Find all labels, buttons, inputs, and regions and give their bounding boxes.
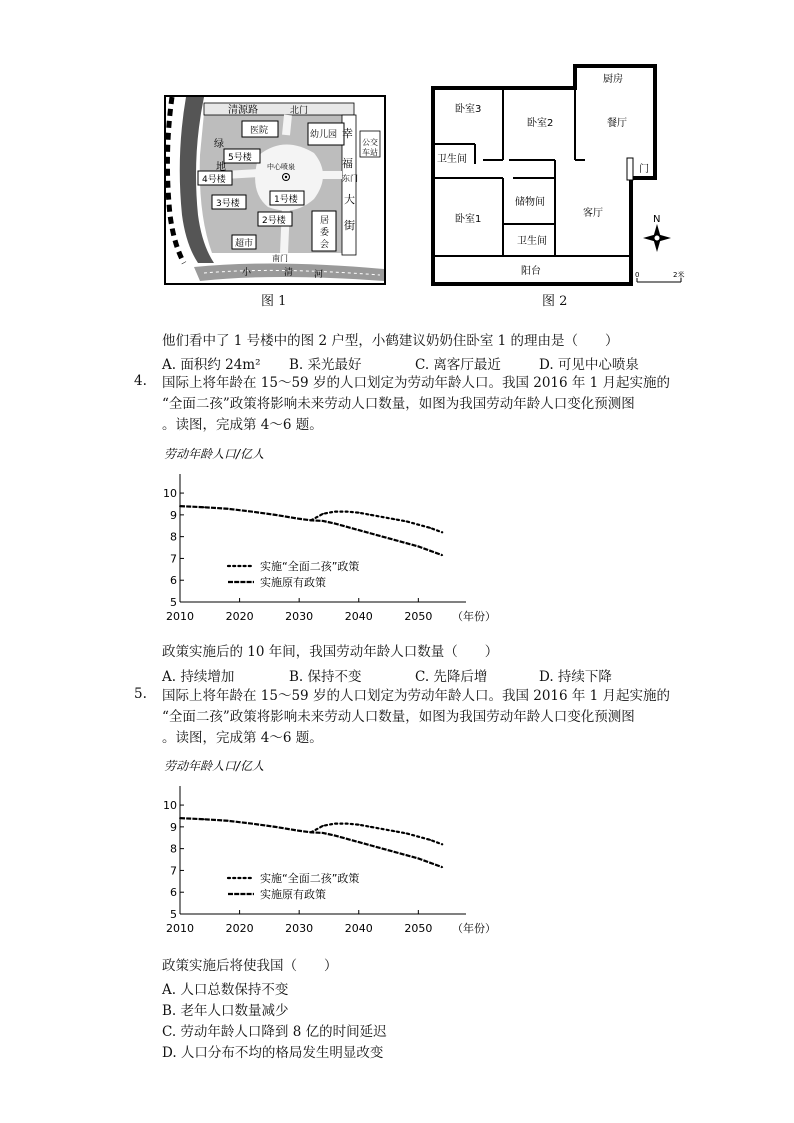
x-tick-label-2030: 2030 — [285, 922, 314, 935]
y-tick-label-10: 10 — [163, 799, 177, 813]
x-tick-label-2020: 2020 — [225, 922, 254, 935]
map-label-kindergarten: 幼儿园 — [310, 130, 338, 140]
series-1-point-2052 — [429, 839, 431, 841]
series-1-point-2042 — [370, 514, 372, 516]
compass-icon — [643, 224, 671, 252]
y-tick-label-6: 6 — [170, 886, 177, 900]
series-1-point-2036 — [334, 511, 336, 513]
q5-option-b: B. 老年人口数量减少 — [162, 1003, 289, 1019]
q3-stem: 他们看中了 1 号楼中的图 2 户型，小鹤建议奶奶住卧室 1 的理由是（ ） — [162, 333, 619, 349]
figure-1-caption: 图 1 — [261, 294, 287, 309]
map-label-river-2: 清 — [284, 268, 294, 278]
map-label-north-gate: 北门 — [290, 106, 309, 116]
plan-scale-0: 0 — [635, 271, 640, 279]
q4-option-b: B. 保持不变 — [289, 669, 362, 685]
plan-label-bed3: 卧室3 — [455, 104, 482, 115]
x-tick-label-2020: 2020 — [225, 610, 254, 623]
y-tick-label-7: 7 — [170, 864, 177, 878]
series-2-point-2022 — [251, 511, 253, 513]
series-2-point-2052 — [429, 862, 431, 864]
map-label-bus-2: 车站 — [362, 148, 378, 157]
map-label-b3: 3号楼 — [216, 199, 240, 209]
series-2-point-2032 — [310, 519, 312, 521]
plan-label-north: N — [653, 214, 661, 225]
series-2-point-2042 — [370, 532, 372, 534]
series-2-point-2038 — [346, 838, 348, 840]
plan-label-dining: 餐厅 — [607, 118, 627, 129]
series-1-point-2048 — [406, 832, 408, 834]
series-1-point-2048 — [406, 520, 408, 522]
series-1-point-2046 — [394, 830, 396, 832]
plan-scale-2: 2米 — [673, 271, 685, 279]
y-tick-label-10: 10 — [163, 487, 177, 501]
q5-number: 5. — [134, 686, 147, 702]
map-label-jie: 街 — [344, 219, 355, 232]
legend-label-1: 实施“全面二孩”政策 — [260, 872, 360, 885]
series-1-point-2038 — [346, 823, 348, 825]
map-label-south-gate: 南门 — [272, 254, 288, 263]
x-axis-label: （年份） — [452, 922, 496, 935]
series-2-point-2026 — [274, 514, 276, 516]
figure-2-floorplan — [425, 60, 690, 288]
series-1-point-2036 — [334, 823, 336, 825]
map-label-green-2: 地 — [216, 162, 226, 173]
series-2-point-2036 — [334, 523, 336, 525]
map-label-b2: 2号楼 — [262, 216, 286, 226]
q3-option-b: B. 采光最好 — [289, 357, 362, 373]
figure-1-map — [164, 95, 386, 285]
map-label-committee-3: 会 — [320, 240, 330, 250]
series-2-point-2046 — [394, 851, 396, 853]
series-1-point-2034 — [322, 825, 324, 827]
series-2-point-2034 — [322, 832, 324, 834]
series-2-point-2014 — [203, 818, 205, 820]
q4-option-a: A. 持续增加 — [162, 669, 235, 685]
q5-line2: “全面二孩”政策将影响未来劳动人口数量，如图为我国劳动年龄人口变化预测图 — [162, 709, 635, 725]
q5-stem: 政策实施后将使我国（ ） — [162, 958, 338, 974]
map-label-bus-1: 公交 — [362, 138, 378, 147]
map-label-east-gate: 东门 — [342, 174, 358, 183]
q5-option-d: D. 人口分布不均的格局发生明显改变 — [162, 1045, 384, 1061]
y-tick-label-7: 7 — [170, 552, 177, 566]
x-tick-label-2010: 2010 — [166, 610, 194, 623]
series-2-point-2032 — [310, 831, 312, 833]
chart-title: 劳动年龄人口/亿人 — [164, 759, 265, 773]
series-2-point-2022 — [251, 823, 253, 825]
series-2-point-2010 — [179, 817, 181, 819]
series-2-point-2040 — [358, 841, 360, 843]
series-2-point-2050 — [417, 858, 419, 860]
x-tick-label-2040: 2040 — [344, 610, 373, 623]
series-2-point-2044 — [382, 848, 384, 850]
map-label-green-1: 绿 — [214, 139, 224, 150]
map-label-hospital: 医院 — [250, 126, 269, 136]
series-2-point-2046 — [394, 539, 396, 541]
series-2-point-2014 — [203, 506, 205, 508]
q4-line1: 国际上将年龄在 15～59 岁的人口划定为劳动年龄人口。我国 2016 年 1 月起实施的 — [162, 375, 671, 391]
series-2-point-2044 — [382, 536, 384, 538]
map-label-supermarket: 超市 — [235, 239, 254, 249]
plan-label-living: 客厅 — [583, 208, 603, 219]
series-2-point-2048 — [406, 854, 408, 856]
y-tick-label-8: 8 — [170, 842, 177, 856]
q3-option-d: D. 可见中心喷泉 — [539, 357, 639, 373]
series-2-point-2030 — [298, 830, 300, 832]
series-1-point-2038 — [346, 511, 348, 513]
series-2-point-2054 — [441, 554, 443, 556]
series-2-point-2034 — [322, 520, 324, 522]
series-2-point-2048 — [406, 542, 408, 544]
series-1-point-2050 — [417, 836, 419, 838]
map-label-b4: 4号楼 — [202, 175, 226, 185]
chart-title: 劳动年龄人口/亿人 — [164, 447, 265, 461]
series-2-point-2026 — [274, 826, 276, 828]
plan-label-kitchen: 厨房 — [603, 74, 623, 85]
plan-label-bath1: 卫生间 — [437, 154, 467, 165]
series-1-point-2034 — [322, 513, 324, 515]
x-tick-label-2050: 2050 — [404, 922, 433, 935]
series-1-point-2040 — [358, 512, 360, 514]
figure-2-caption: 图 2 — [542, 294, 568, 309]
series-2-point-2040 — [358, 529, 360, 531]
series-2-point-2042 — [370, 844, 372, 846]
q4-number: 4. — [134, 373, 147, 389]
map-label-b1: 1号楼 — [274, 195, 298, 205]
plan-label-balcony: 阳台 — [521, 266, 541, 277]
plan-label-bed1: 卧室1 — [455, 214, 482, 225]
map-label-committee-1: 居 — [320, 216, 330, 226]
plan-label-bed2: 卧室2 — [527, 118, 554, 129]
y-tick-label-9: 9 — [170, 508, 177, 522]
map-label-da: 大 — [344, 193, 355, 206]
series-1-point-2044 — [382, 828, 384, 830]
series-1-point-2040 — [358, 824, 360, 826]
legend-label-2: 实施原有政策 — [260, 576, 326, 589]
q4-line3: 。读图，完成第 4～6 题。 — [162, 417, 323, 433]
series-1-point-2042 — [370, 826, 372, 828]
plan-label-door: 门 — [639, 164, 649, 175]
y-tick-label-6: 6 — [170, 574, 177, 588]
q5-labor-chart — [160, 752, 496, 952]
y-tick-label-9: 9 — [170, 820, 177, 834]
q3-option-a: A. 面积约 24m² — [162, 357, 261, 373]
series-2-point-2030 — [298, 518, 300, 520]
series-2-point-2010 — [179, 505, 181, 507]
x-tick-label-2050: 2050 — [404, 610, 433, 623]
y-tick-label-5: 5 — [170, 596, 177, 609]
map-label-fountain: 中心喷泉 — [267, 163, 295, 171]
x-axis-label: （年份） — [452, 610, 496, 623]
q5-line1: 国际上将年龄在 15～59 岁的人口划定为劳动年龄人口。我国 2016 年 1 月起实施的 — [162, 688, 671, 704]
series-2-point-2052 — [429, 550, 431, 552]
q4-option-c: C. 先降后增 — [415, 669, 488, 685]
map-label-b5: 5号楼 — [228, 153, 252, 163]
y-tick-label-8: 8 — [170, 530, 177, 544]
x-tick-label-2010: 2010 — [166, 922, 194, 935]
map-label-committee-2: 委 — [320, 228, 330, 238]
map-label-xing: 幸 — [342, 127, 353, 140]
series-1-point-2044 — [382, 516, 384, 518]
series-2-point-2050 — [417, 546, 419, 548]
legend-label-2: 实施原有政策 — [260, 888, 326, 901]
series-2-point-2036 — [334, 835, 336, 837]
series-1-point-2052 — [429, 527, 431, 529]
series-2-point-2018 — [227, 820, 229, 822]
series-2-point-2018 — [227, 508, 229, 510]
q4-line2: “全面二孩”政策将影响未来劳动人口数量，如图为我国劳动年龄人口变化预测图 — [162, 396, 635, 412]
series-1-point-2054 — [441, 843, 443, 845]
plan-label-bath2: 卫生间 — [517, 236, 547, 247]
plan-label-storage: 储物间 — [515, 197, 545, 208]
q4-stem: 政策实施后的 10 年间，我国劳动年龄人口数量（ ） — [162, 644, 499, 660]
q5-option-c: C. 劳动年龄人口降到 8 亿的时间延迟 — [162, 1024, 387, 1040]
q3-option-c: C. 离客厅最近 — [415, 357, 501, 373]
series-1-point-2046 — [394, 518, 396, 520]
q5-option-a: A. 人口总数保持不变 — [162, 982, 289, 998]
series-1-point-2054 — [441, 531, 443, 533]
series-line-2 — [180, 818, 442, 867]
map-label-road: 清源路 — [228, 105, 258, 116]
series-2-point-2054 — [441, 866, 443, 868]
legend-label-1: 实施“全面二孩”政策 — [260, 560, 360, 573]
map-label-river-3: 河 — [314, 270, 324, 280]
x-tick-label-2030: 2030 — [285, 610, 314, 623]
series-2-point-2038 — [346, 526, 348, 528]
y-tick-label-5: 5 — [170, 908, 177, 921]
series-line-2 — [180, 506, 442, 555]
map-label-river-1: 小 — [242, 268, 252, 278]
q4-labor-chart — [160, 440, 496, 640]
q5-line3: 。读图，完成第 4～6 题。 — [162, 730, 323, 746]
x-tick-label-2040: 2040 — [344, 922, 373, 935]
series-1-point-2050 — [417, 524, 419, 526]
q4-option-d: D. 持续下降 — [539, 669, 612, 685]
map-label-fu: 福 — [342, 157, 353, 170]
